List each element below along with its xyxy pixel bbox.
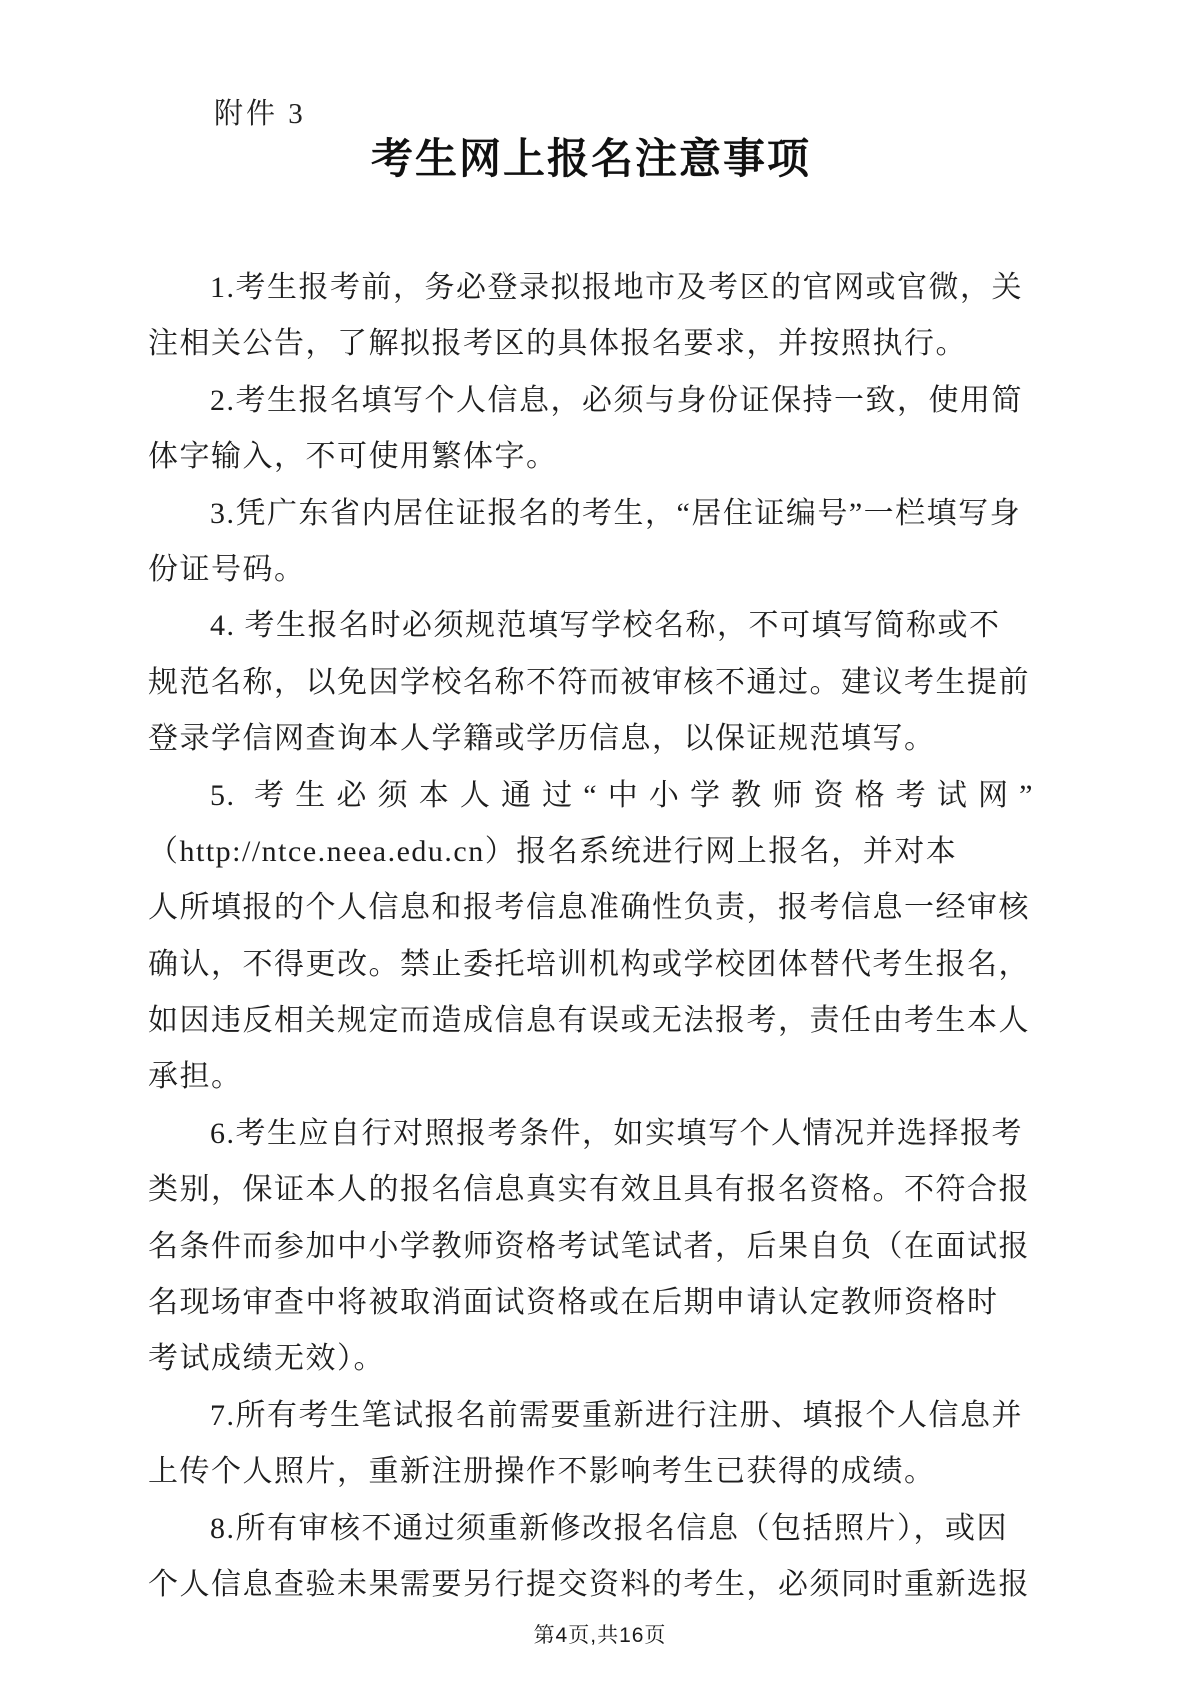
text-line: 登录学信网查询本人学籍或学历信息，以保证规范填写。 (148, 722, 936, 756)
text-line: 如因违反相关规定而造成信息有误或无法报考，责任由考生本人 (148, 1004, 1030, 1038)
paragraph (148, 768, 1034, 1106)
text-line: 个人信息查验未果需要另行提交资料的考生，必须同时重新选报 (148, 1567, 1030, 1601)
page-number-footer: 第4页,共16页 (533, 1624, 667, 1647)
text-line: 7.所有考生笔试报名前需要重新进行注册、填报个人信息并 (210, 1398, 1023, 1432)
text-line: 名条件而参加中小学教师资格考试笔试者，后果自负（在面试报 (148, 1229, 1030, 1263)
text-line: 注相关公告，了解拟报考区的具体报名要求，并按照执行。 (148, 327, 967, 361)
text-line: 6.考生应自行对照报考条件，如实填写个人情况并选择报考 (210, 1116, 1023, 1150)
paragraph (148, 1388, 1034, 1501)
text-line: 4. 考生报名时必须规范填写学校名称，不可填写简称或不 (210, 609, 1001, 643)
text-line: 份证号码。 (148, 552, 306, 586)
paragraph (148, 598, 1034, 767)
text-line: 人所填报的个人信息和报考信息准确性负责，报考信息一经审核 (148, 891, 1030, 925)
text-line: 考试成绩无效）。 (148, 1342, 385, 1376)
text-line: 1.考生报考前，务必登录拟报地市及考区的官网或官微，关 (210, 271, 1023, 304)
paragraph (148, 1106, 1034, 1388)
paragraph (148, 260, 1034, 373)
text-line: 类别，保证本人的报名信息真实有效且具有报名资格。不符合报 (148, 1173, 1030, 1207)
paragraph (148, 373, 1034, 486)
text-line: 2.考生报名填写个人信息，必须与身份证保持一致，使用简 (210, 383, 1023, 417)
text-line: 上传个人照片，重新注册操作不影响考生已获得的成绩。 (148, 1455, 936, 1489)
text-line: 规范名称，以免因学校名称不符而被审核不通过。建议考生提前 (148, 665, 1030, 699)
document-body (148, 260, 1034, 1613)
text-line: 确认，不得更改。禁止委托培训机构或学校团体替代考生报名， (148, 947, 1030, 981)
text-line: 3.凭广东省内居住证报名的考生，“居住证编号”一栏填写身 (210, 496, 1022, 530)
text-line: 承担。 (148, 1060, 243, 1094)
text-line: （http://ntce.neea.edu.cn）报名系统进行网上报名，并对本 (148, 834, 958, 868)
document-title: 考生网上报名注意事项 (370, 137, 811, 183)
paragraph (148, 486, 1034, 599)
text-line: 体字输入，不可使用繁体字。 (148, 440, 558, 474)
text-line: 8.所有审核不通过须重新修改报名信息（包括照片），或因 (210, 1511, 1008, 1545)
text-line: 名现场审查中将被取消面试资格或在后期申请认定教师资格时 (148, 1286, 999, 1320)
text-line: 5. 考生必须本人通过“中小学教师资格考试网” (210, 778, 1034, 812)
paragraph (148, 1501, 1034, 1614)
attachment-label: 附件 3 (214, 98, 306, 130)
